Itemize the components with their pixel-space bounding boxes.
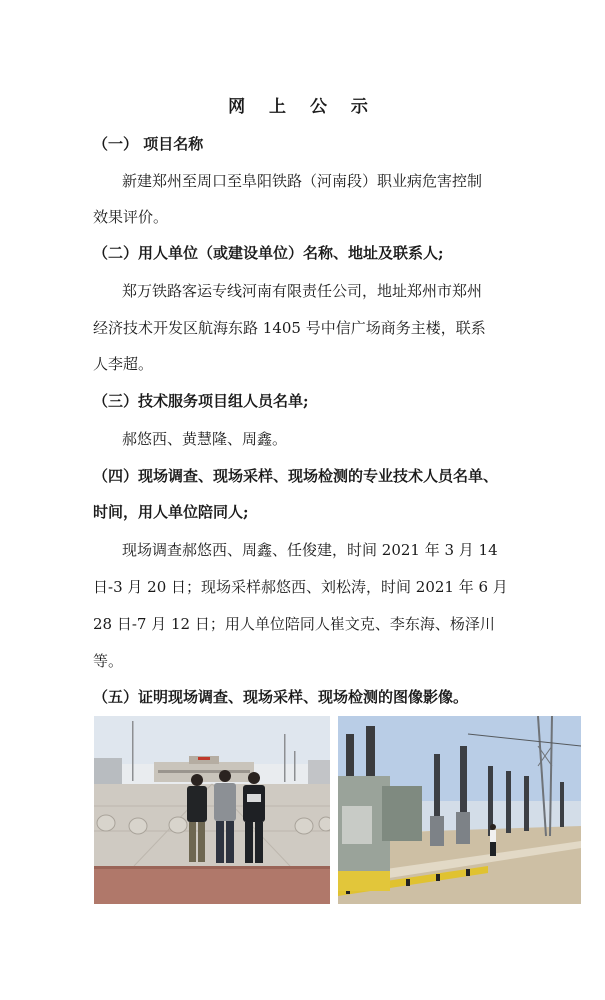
section-4-line-4: 等。 — [93, 652, 124, 670]
section-heading-4-line-2: 时间，用人单位陪同人; — [93, 503, 249, 521]
section-2-line-1: 郑万铁路客运专线河南有限责任公司，地址郑州市郑州 — [122, 282, 483, 300]
section-heading-1: （一） 项目名称 — [93, 135, 204, 153]
section-1-line-1: 新建郑州至周口至阜阳铁路（河南段）职业病危害控制 — [122, 172, 483, 190]
section-4-line-3: 28 日-7 月 12 日；用人单位陪同人崔文克、李东海、杨泽川 — [93, 615, 495, 633]
station-square-image — [94, 716, 330, 904]
photo-substation — [338, 716, 581, 904]
section-heading-3: （三）技术服务项目组人员名单; — [93, 392, 309, 410]
section-heading-2: （二）用人单位（或建设单位）名称、地址及联系人; — [93, 244, 444, 262]
section-heading-4-line-1: （四）现场调查、现场采样、现场检测的专业技术人员名单、 — [93, 467, 499, 485]
section-2-line-3: 人李超。 — [93, 355, 154, 373]
section-2-line-2: 经济技术开发区航海东路 1405 号中信广场商务主楼，联系 — [93, 319, 486, 337]
section-3-line-1: 郝悠西、黄慧隆、周鑫。 — [122, 430, 288, 448]
photo-station-square — [94, 716, 330, 904]
section-1-line-2: 效果评价。 — [93, 208, 169, 226]
substation-image — [338, 716, 581, 904]
section-heading-5: （五）证明现场调查、现场采样、现场检测的图像影像。 — [93, 688, 469, 706]
page-title: 网 上 公 示 — [228, 97, 377, 117]
section-4-line-2: 日-3 月 20 日；现场采样郝悠西、刘松涛，时间 2021 年 6 月 — [93, 578, 508, 596]
section-4-line-1: 现场调查郝悠西、周鑫、任俊建，时间 2021 年 3 月 14 — [122, 541, 498, 559]
